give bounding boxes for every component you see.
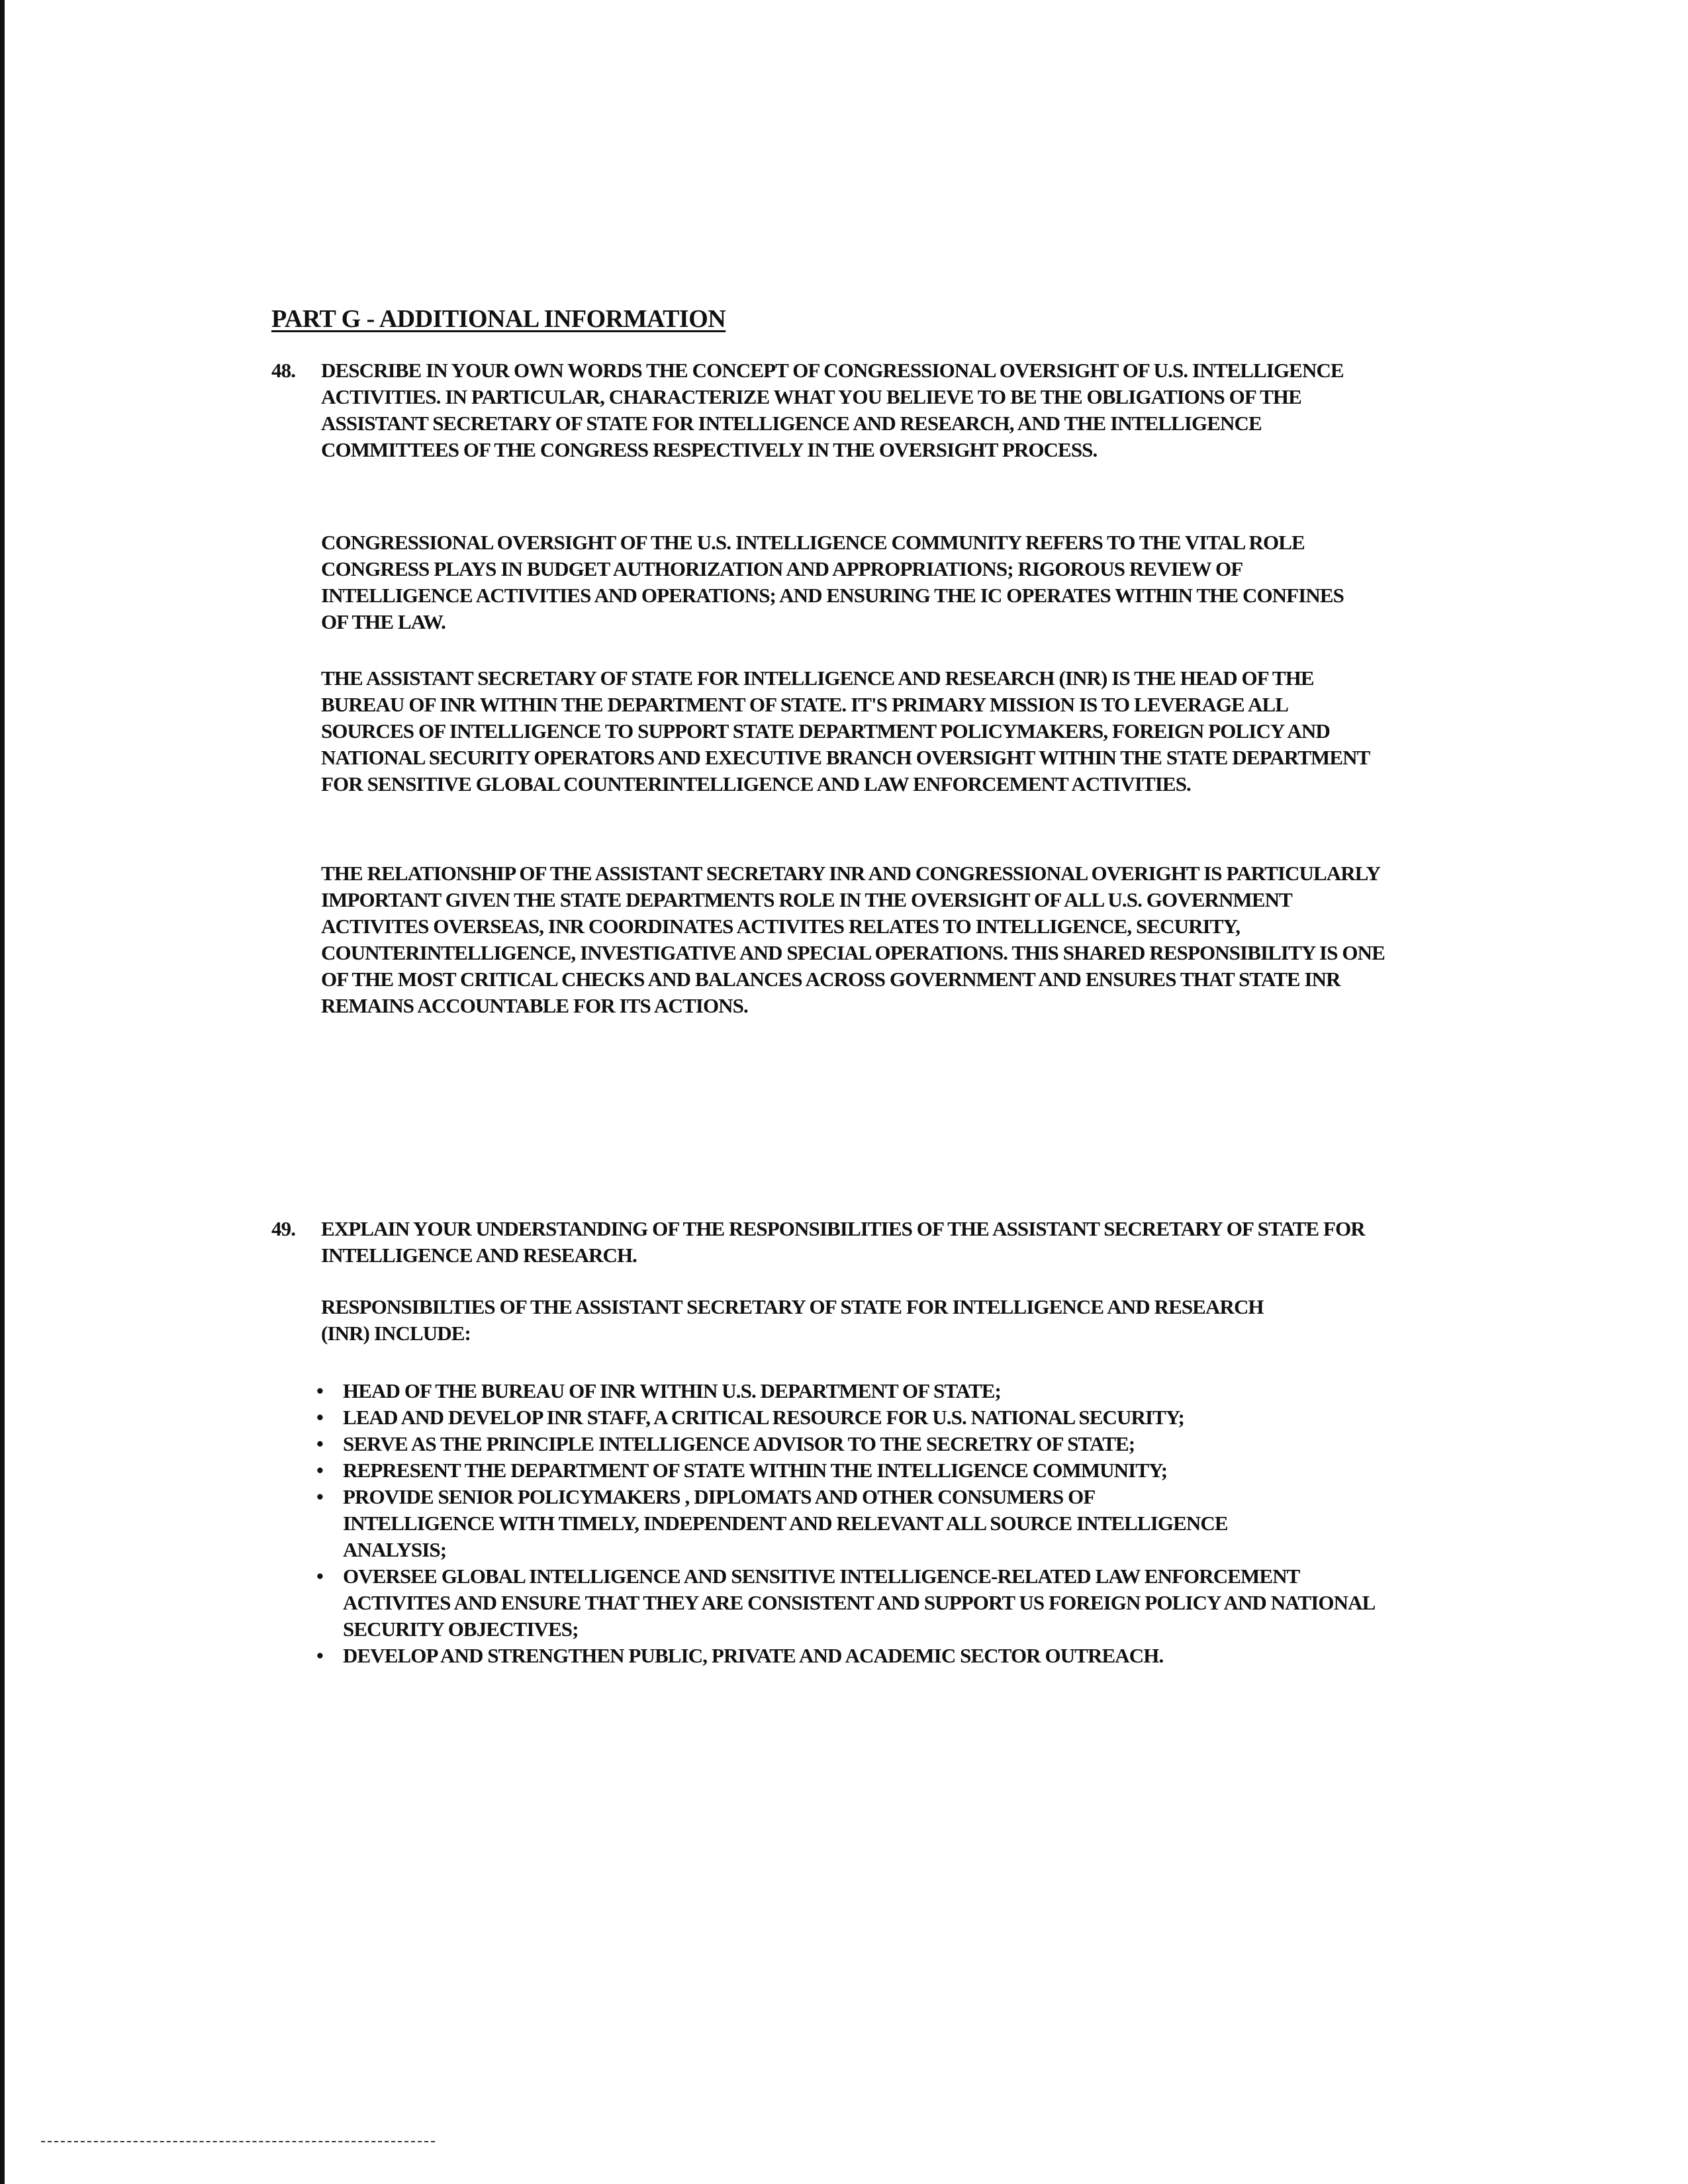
list-item: • OVERSEE GLOBAL INTELLIGENCE AND SENSITIVE INTELLIGENCE-RELATED LAW ENFORCEMENT ACTIVITES AND ENSURE THAT THEY ARE CONSISTENT AND SUPPORT US FOREIGN POLICY AND NATIONAL SECURITY OBJECTIVES;: [316, 1565, 1374, 1641]
list-item: • HEAD OF THE BUREAU OF INR WITHIN U.S. DEPARTMENT OF STATE;: [316, 1378, 1415, 1404]
question-48-answer-1: CONGRESSIONAL OVERSIGHT OF THE U.S. INTELLIGENCE COMMUNITY REFERS TO THE VITAL ROLE CONGRESS PLAYS IN BUDGET AUTHORIZATION AND APPROPRIATIONS; RIGOROUS REVIEW OF INTELLIGENCE ACTIVITIES AND OPERATIONS; AND ENSURING THE IC OPERATES WITHIN THE CONFINES OF THE LAW.: [321, 531, 1344, 633]
question-48-text: DESCRIBE IN YOUR OWN WORDS THE CONCEPT OF CONGRESSIONAL OVERSIGHT OF U.S. INTELLIGENCE ACTIVITIES. IN PARTICULAR, CHARACTERIZE WHAT YOU BELIEVE TO BE THE OBLIGATIONS OF THE ASSISTANT SECRETARY OF STATE FOR INTELLIGENCE AND RESEARCH, AND THE INTELLIGENCE COMMITTEES OF THE CONGRESS RESPECTIVELY IN THE OVERSIGHT PROCESS.: [321, 359, 1344, 461]
question-49-intro: RESPONSIBILTIES OF THE ASSISTANT SECRETARY OF STATE FOR INTELLIGENCE AND RESEARCH (INR) INCLUDE:: [321, 1295, 1264, 1345]
bullet-icon: •: [316, 1379, 323, 1402]
list-item: • SERVE AS THE PRINCIPLE INTELLIGENCE ADVISOR TO THE SECRETRY OF STATE;: [316, 1431, 1415, 1457]
question-48-answer-3: THE RELATIONSHIP OF THE ASSISTANT SECRETARY INR AND CONGRESSIONAL OVERIGHT IS PARTICULARLY IMPORTANT GIVEN THE STATE DEPARTMENTS ROLE IN THE OVERSIGHT OF ALL U.S. GOVERNMENT ACTIVITES OVERSEAS, INR COORDINATES ACTIVITES RELATES TO INTELLIGENCE, SECURITY, COUNTERINTELLIGENCE, INVESTIGATIVE AND SPECIAL OPERATIONS. THIS SHARED RESPONSIBILITY IS ONE OF THE MOST CRITICAL CHECKS AND BALANCES ACROSS GOVERNMENT AND ENSURES THAT STATE INR REMAINS ACCOUNTABLE FOR ITS ACTIONS.: [321, 862, 1385, 1017]
list-item: • LEAD AND DEVELOP INR STAFF, A CRITICAL RESOURCE FOR U.S. NATIONAL SECURITY;: [316, 1404, 1415, 1431]
list-item: • PROVIDE SENIOR POLICYMAKERS , DIPLOMATS AND OTHER CONSUMERS OF INTELLIGENCE WITH TIMELY, INDEPENDENT AND RELEVANT ALL SOURCE INTELLIGENCE ANALYSIS;: [316, 1485, 1228, 1561]
question-49-number: 49.: [271, 1217, 296, 1240]
bullet-icon: •: [316, 1432, 323, 1455]
bullet-icon: •: [316, 1485, 323, 1508]
bullet-icon: •: [316, 1565, 323, 1588]
list-item: • REPRESENT THE DEPARTMENT OF STATE WITHIN THE INTELLIGENCE COMMUNITY;: [316, 1457, 1415, 1484]
list-item: • DEVELOP AND STRENGTHEN PUBLIC, PRIVATE AND ACADEMIC SECTOR OUTREACH.: [316, 1643, 1415, 1669]
question-48-number: 48.: [271, 359, 296, 382]
footer-rule: [41, 2141, 435, 2142]
bullet-icon: •: [316, 1406, 323, 1429]
bullet-icon: •: [316, 1459, 323, 1482]
responsibilities-list: [316, 1378, 1415, 1669]
section-heading: PART G - ADDITIONAL INFORMATION: [271, 305, 726, 333]
question-48-answer-2: THE ASSISTANT SECRETARY OF STATE FOR INTELLIGENCE AND RESEARCH (INR) IS THE HEAD OF THE BUREAU OF INR WITHIN THE DEPARTMENT OF STATE. IT'S PRIMARY MISSION IS TO LEVERAGE ALL SOURCES OF INTELLIGENCE TO SUPPORT STATE DEPARTMENT POLICYMAKERS, FOREIGN POLICY AND NATIONAL SECURITY OPERATORS AND EXECUTIVE BRANCH OVERSIGHT WITHIN THE STATE DEPARTMENT FOR SENSITIVE GLOBAL COUNTERINTELLIGENCE AND LAW ENFORCEMENT ACTIVITIES.: [321, 666, 1370, 796]
scan-edge: [0, 0, 5, 2184]
bullet-icon: •: [316, 1644, 323, 1667]
question-49-text: EXPLAIN YOUR UNDERSTANDING OF THE RESPONSIBILITIES OF THE ASSISTANT SECRETARY OF STATE FOR INTELLIGENCE AND RESEARCH.: [321, 1217, 1365, 1267]
